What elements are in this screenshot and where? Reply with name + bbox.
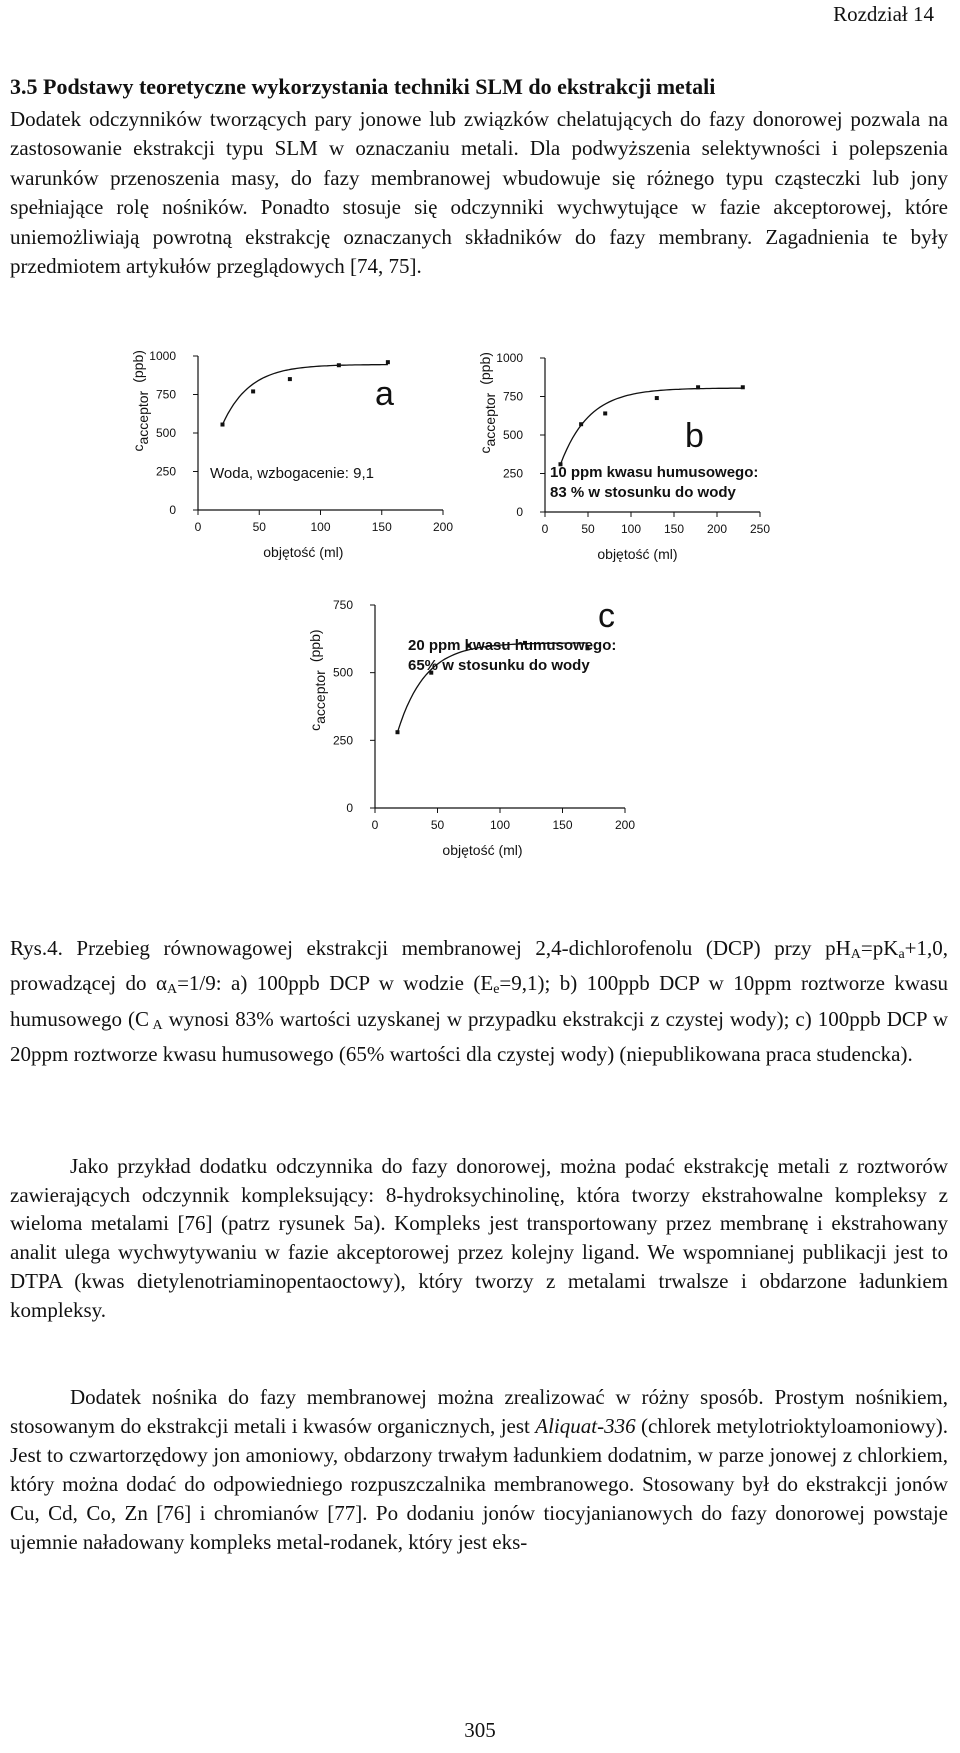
y-tick-label: 250 <box>502 466 523 481</box>
x-tick-label: 100 <box>310 520 331 534</box>
data-point <box>288 377 292 381</box>
x-tick-label: 200 <box>706 522 728 536</box>
panel-letter: b <box>685 417 704 455</box>
y-tick-label: 500 <box>332 665 353 680</box>
page-number: 305 <box>464 1718 496 1742</box>
y-tick-label: 750 <box>155 387 176 402</box>
data-point <box>603 411 607 415</box>
x-tick-label: 250 <box>749 522 771 536</box>
x-axis-label: objętość (ml) <box>263 544 344 560</box>
x-tick-label: 50 <box>581 522 595 536</box>
x-tick-label: 0 <box>194 520 202 534</box>
annotation-line: Woda, wzbogacenie: 9,1 <box>210 465 374 482</box>
aliquat-term: Aliquat-336 <box>535 1414 636 1438</box>
x-tick-label: 150 <box>663 522 685 536</box>
data-point <box>386 360 390 364</box>
section-title: 3.5 Podstawy teoretyczne wykorzystania techniki SLM do ekstrakcji metali <box>10 74 716 99</box>
x-tick-label: 0 <box>541 522 549 536</box>
figure-caption: Rys.4. Przebieg równowagowej ekstrakcji membranowej 2,4-dichlorofenolu (DCP) przy $pH_A=pK_a+1,0$, prowadzącej do $\alpha_A=1/9$: a) 100ppb DCP w wodzie $(E_e=9,1)$; b) 100ppb DCP w 10ppm roztworze kwasu humusowego (C $_A$ wynosi 83% wartości uzyskanej w przypadku ekstrakcji z czystej wody); c) 100ppb DCP w 20ppm roztworze kwasu humusowego (65% wartości dla czystej wody) (niepublikowana praca studencka). <box>10 936 949 1067</box>
chart-panel-c <box>300 572 700 892</box>
x-tick-label: 100 <box>489 818 511 832</box>
annotation-line: 83 % w stosunku do wody <box>550 484 736 501</box>
y-axis-label <box>477 352 498 453</box>
data-point <box>655 396 659 400</box>
panel-letter: c <box>598 597 615 635</box>
x-tick-label: 200 <box>614 818 636 832</box>
data-point <box>337 363 341 367</box>
data-point <box>396 730 400 734</box>
y-tick-label: 250 <box>155 464 176 479</box>
y-axis-label-text <box>477 352 498 453</box>
y-tick-label: 0 <box>169 503 176 517</box>
y-label-sub: acceptor <box>312 670 328 724</box>
y-axis-label-text <box>307 629 328 730</box>
x-axis-label: objętość (ml) <box>597 546 678 562</box>
panel-letter: a <box>375 375 394 413</box>
annotation-line: 10 ppm kwasu humusowego: <box>550 464 759 481</box>
y-label-main: c <box>477 446 493 454</box>
paragraph-intro: Dodatek odczynników tworzących pary jonowe lub związków chelatujących do fazy donorowej pozwala na zastosowanie ekstrakcji typu SLM w oznaczaniu metali. Dla podwyższenia selektywności i polepszenia warunków przenoszenia masy, do fazy membranowej wbudowuje się różnego typu cząsteczki lub jony spełniające rolę nośników. Ponadto stosuje się odczynniki wychwytujące w fazie akceptorowej, które uniemożliwiają powrotną ekstrakcję oznaczanych składników do fazy membrany. Zagadnienia te były przedmiotem artykułów przeglądowych [74, 75]. <box>10 107 948 279</box>
paragraph-carrier: Dodatek nośnika do fazy membranowej można zrealizować w różny sposób. Prostym nośnikiem, stosowanym do ekstrakcji metali i kwasów organicznych, jest Aliquat-336 (chlorek metylotrioktyloamoniowy). Jest to czwartorzędowy jon amoniowy, obdarzony trwałym ładunkiem dodatnim, w parze jonowej z chlorkiem, który można dodać do odpowiedniego rozpuszczalnika membranowego. Stosowany był do ekstrakcji jonów Cu, Cd, Co, Zn [76] i chromianów [77]. Po dodaniu jonów tiocyjanianowych do fazy donorowej powstaje ujemnie naładowany kompleks metal-rodanek, który jest eks- <box>10 1385 948 1554</box>
y-label-unit: (ppb) <box>477 352 493 385</box>
fit-curve <box>223 365 388 425</box>
x-axis-label: objętość (ml) <box>442 842 523 858</box>
y-label-main: c <box>307 723 323 731</box>
y-label-unit: (ppb) <box>307 629 323 663</box>
y-tick-label: 1000 <box>149 349 176 363</box>
y-tick-label: 750 <box>502 389 523 404</box>
x-tick-label: 150 <box>552 818 573 832</box>
y-tick-label: 500 <box>155 426 176 440</box>
x-tick-label: 100 <box>620 522 642 536</box>
fit-curve <box>561 388 743 464</box>
y-axis-label <box>307 629 328 730</box>
y-tick-label: 0 <box>516 505 523 519</box>
data-point <box>696 385 700 389</box>
data-point <box>579 422 583 426</box>
data-point <box>221 423 225 427</box>
caption-label: Rys.4. <box>10 936 63 960</box>
data-point <box>251 389 255 393</box>
running-header: Rozdział 14 <box>833 2 934 26</box>
annotation-line: 65% w stosunku do wody <box>408 657 590 674</box>
y-axis-label-text <box>130 350 151 451</box>
annotation-line: 20 ppm kwasu humusowego: <box>408 637 617 654</box>
data-point <box>741 385 745 389</box>
y-axis-label <box>130 350 151 451</box>
y-label-sub: acceptor <box>135 390 151 445</box>
x-tick-label: 200 <box>432 520 454 534</box>
y-label-main: c <box>130 444 146 452</box>
paragraph-complexing: Jako przykład dodatku odczynnika do fazy donorowej, można podać ekstrakcję metali z roztworów zawierających odczynnik kompleksujący: 8-hydroksychinolinę, która tworzy ekstrahowalne kompleksy z wieloma metalami [76] (patrz rysunek 5a). Kompleks jest transportowany przez membranę i ekstrahowany analit ulega wychwytywaniu w fazie akceptorowej przez kolejny ligand. We wspomnianej publikacji jest to DTPA (kwas dietylenotriaminopentaoctowy), który tworzy z metalami trwalsze i obdarzone ładunkiem kompleksy. <box>10 1154 948 1322</box>
x-tick-label: 50 <box>252 520 266 534</box>
y-label-sub: acceptor <box>482 392 498 447</box>
x-tick-label: 150 <box>371 520 392 534</box>
y-tick-label: 750 <box>332 598 353 612</box>
y-tick-label: 1000 <box>496 351 523 365</box>
y-tick-label: 500 <box>502 428 523 442</box>
y-tick-label: 250 <box>332 733 353 748</box>
x-tick-label: 0 <box>371 818 379 832</box>
x-tick-label: 50 <box>430 818 445 832</box>
y-label-unit: (ppb) <box>130 350 146 383</box>
y-tick-label: 0 <box>346 801 353 815</box>
